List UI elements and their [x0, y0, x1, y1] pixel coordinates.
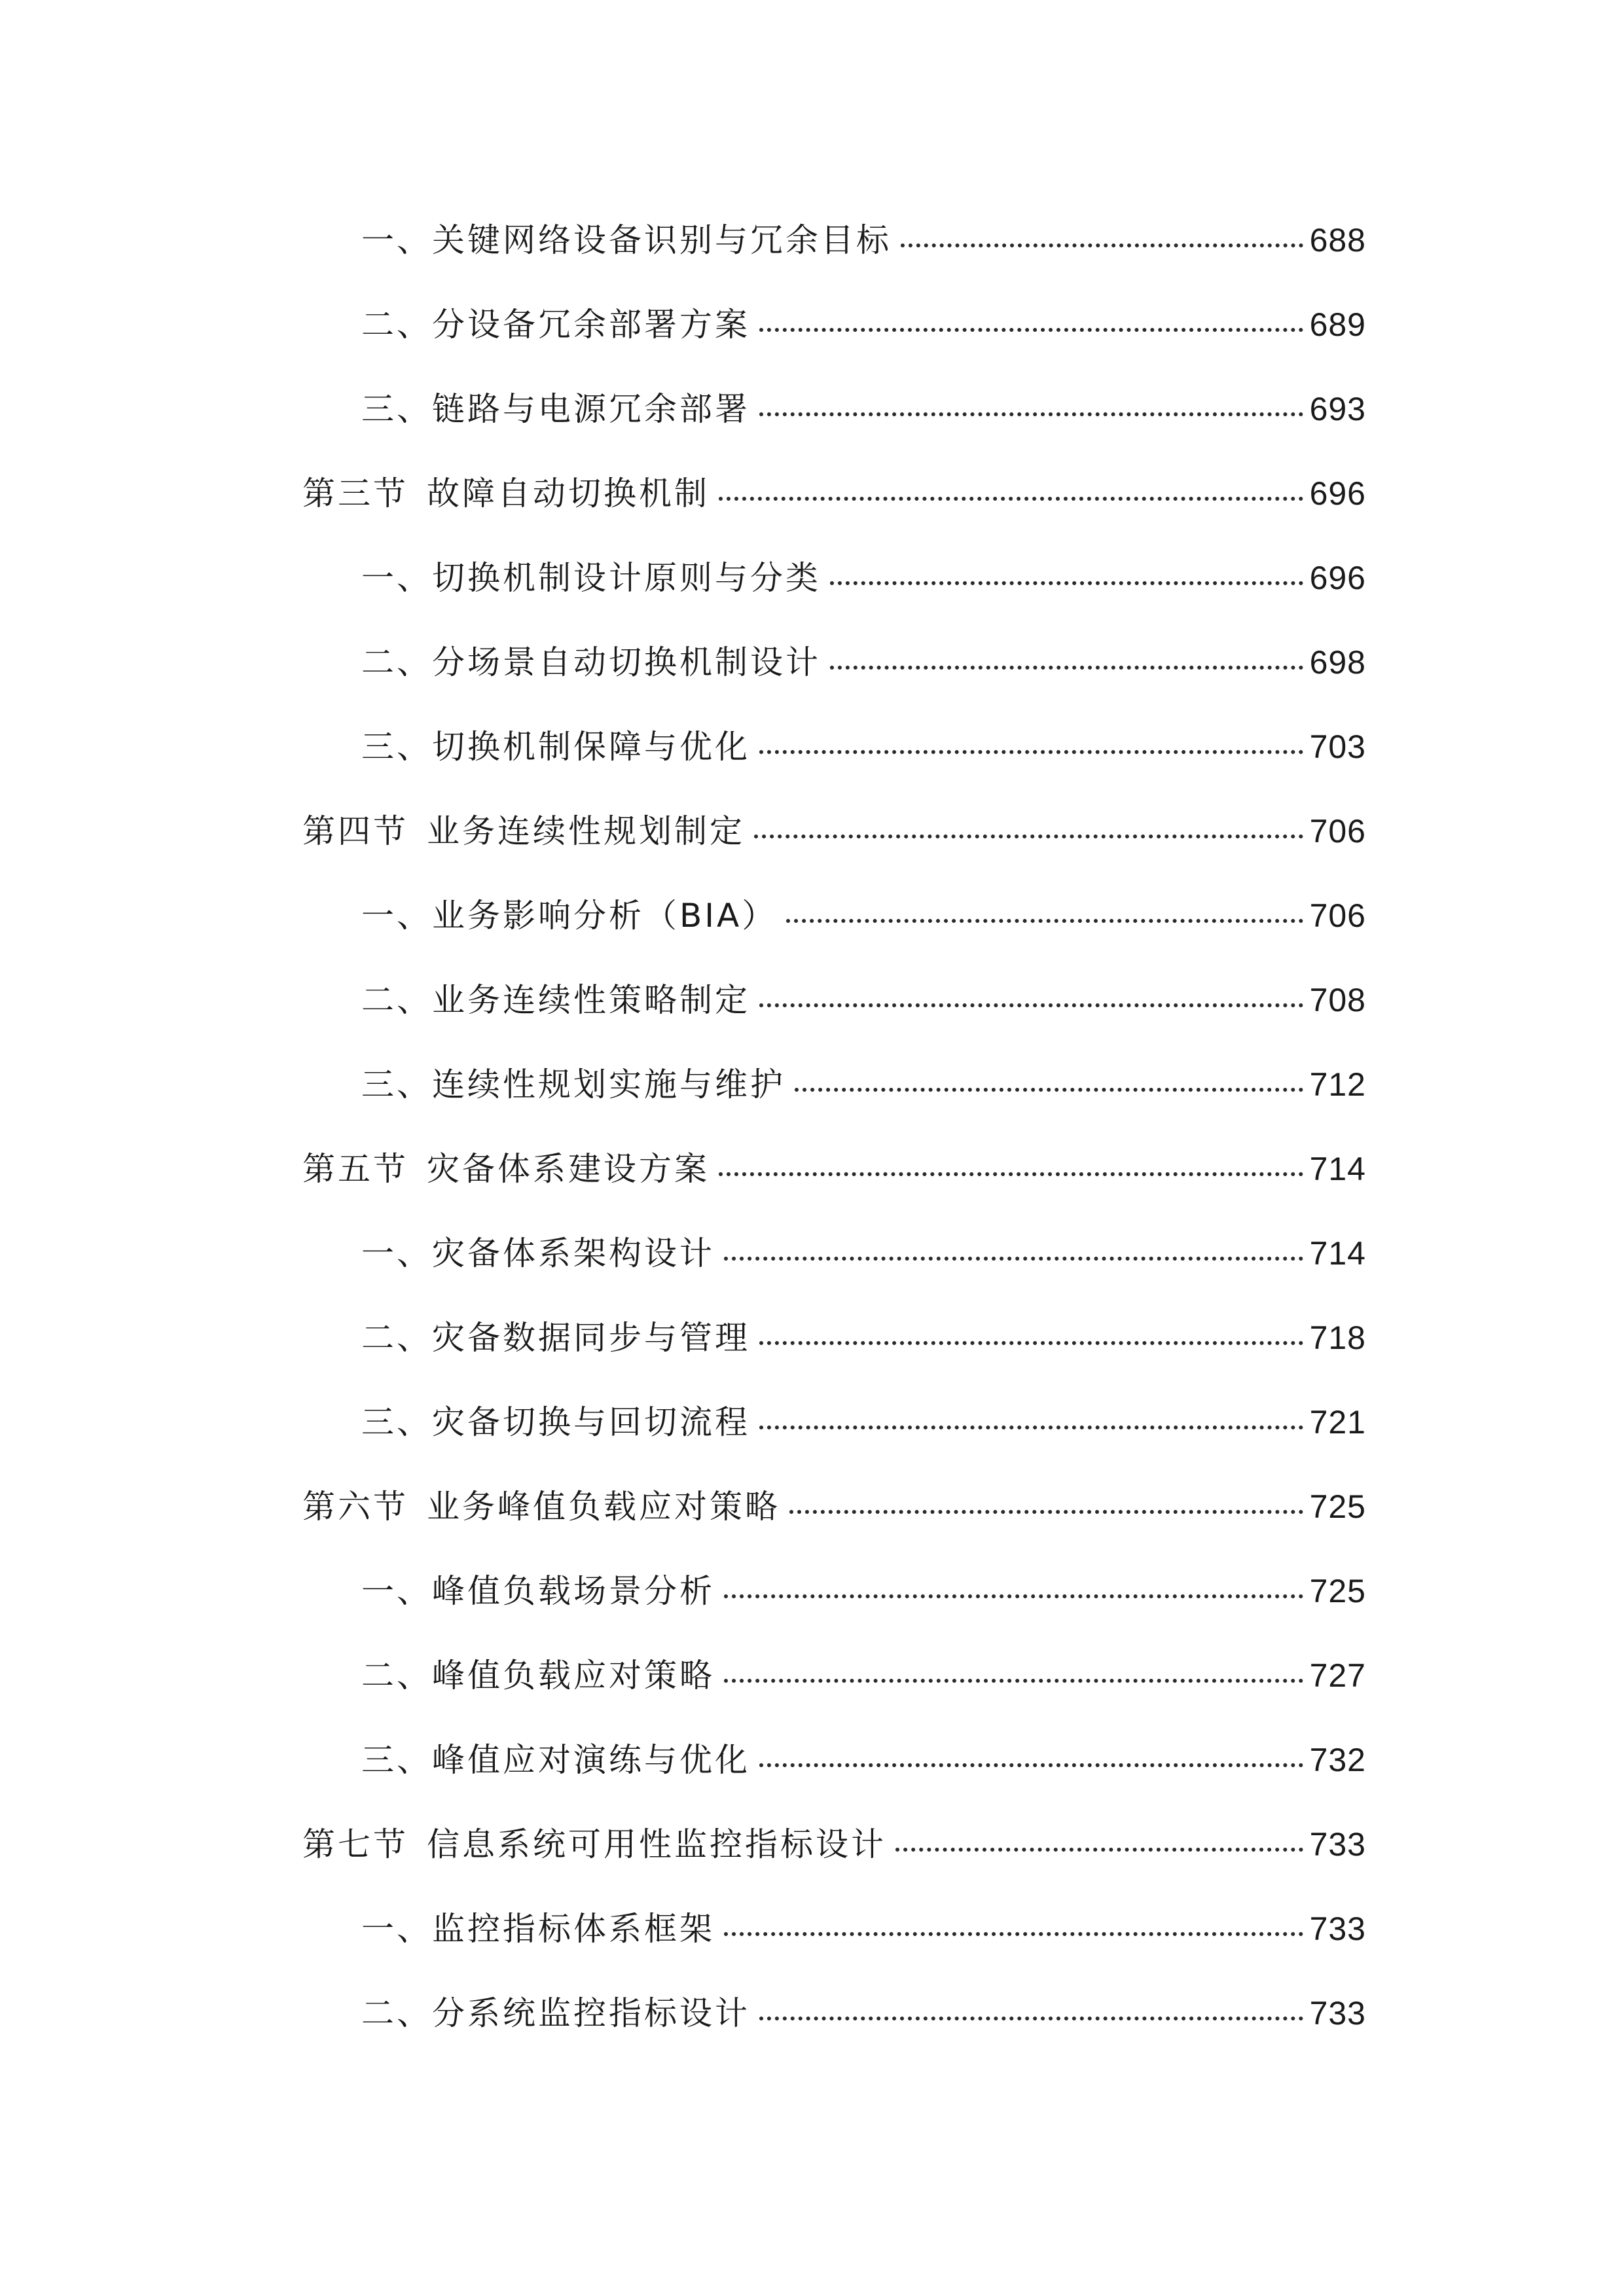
toc-section-title: 业务峰值负载应对策略 [427, 1488, 780, 1526]
toc-entry-title: 灾备体系架构设计 [432, 1234, 715, 1272]
toc-entry-number: 三、 [361, 390, 432, 428]
dot-leader [786, 919, 1303, 923]
toc-entry-label [361, 1393, 750, 1452]
toc-entry-title: 业务连续性策略制定 [432, 981, 750, 1019]
dot-leader [724, 1932, 1303, 1936]
toc-entry[interactable] [302, 1055, 1366, 1139]
toc-entry-page: 721 [1309, 1404, 1366, 1441]
toc-entry-title: 链路与电源冗余部署 [432, 390, 750, 428]
dot-leader [901, 243, 1303, 247]
toc-entry[interactable] [302, 1308, 1366, 1393]
dot-leader [759, 412, 1303, 416]
dot-leader [759, 2017, 1303, 2020]
toc-entry[interactable] [302, 971, 1366, 1055]
toc-section-entry[interactable] [302, 1477, 1366, 1562]
toc-entry-label [302, 1139, 710, 1198]
toc-entry-page: 689 [1309, 306, 1366, 343]
toc-entry-label [361, 211, 892, 270]
toc-entry-label [361, 295, 750, 354]
toc-entry-title: 业务影响分析（BIA） [432, 897, 778, 935]
toc-entry-title: 分设备冗余部署方案 [432, 306, 750, 344]
toc-entry-page: 733 [1309, 1995, 1366, 2032]
dot-leader [719, 1172, 1303, 1176]
toc-entry[interactable] [302, 717, 1366, 802]
toc-entry[interactable] [302, 886, 1366, 971]
toc-entry-title: 峰值应对演练与优化 [432, 1741, 750, 1779]
toc-entry-number: 三、 [361, 728, 432, 766]
toc-section-title: 灾备体系建设方案 [427, 1150, 710, 1188]
toc-entry-label [361, 971, 750, 1030]
toc-entry-label [361, 1899, 715, 1958]
toc-entry-page: 718 [1309, 1319, 1366, 1356]
toc-entry-title: 峰值负载场景分析 [432, 1572, 715, 1610]
toc-entry-number: 一、 [361, 897, 432, 935]
toc-entry-title: 灾备切换与回切流程 [432, 1403, 750, 1441]
toc-entry-page: 706 [1309, 813, 1366, 850]
toc-entry-number: 一、 [361, 1234, 432, 1272]
toc-entry-label [302, 464, 710, 523]
dot-leader [830, 581, 1303, 585]
toc-section-entry[interactable] [302, 464, 1366, 548]
toc-entry-page: 696 [1309, 475, 1366, 512]
toc-entry[interactable] [302, 548, 1366, 633]
toc-entry[interactable] [302, 633, 1366, 717]
toc-entry-page: 706 [1309, 897, 1366, 934]
toc-entry-page: 733 [1309, 1910, 1366, 1947]
toc-entry[interactable] [302, 1646, 1366, 1731]
dot-leader [789, 1510, 1303, 1514]
dot-leader [895, 1848, 1303, 1852]
toc-section-number: 第六节 [302, 1488, 408, 1526]
toc-entry-number: 一、 [361, 1572, 432, 1610]
toc-entry-page: 732 [1309, 1742, 1366, 1778]
dot-leader [724, 1594, 1303, 1598]
toc-entry-number: 一、 [361, 1910, 432, 1948]
toc-entry-title: 切换机制保障与优化 [432, 728, 750, 766]
toc-entry[interactable] [302, 1899, 1366, 1984]
dot-leader [724, 1679, 1303, 1683]
dot-leader [724, 1257, 1303, 1261]
dot-leader [759, 750, 1303, 754]
toc-entry-page: 714 [1309, 1235, 1366, 1272]
toc-entry[interactable] [302, 1984, 1366, 2068]
toc-entry-page: 696 [1309, 560, 1366, 596]
toc-entry-label [302, 802, 745, 861]
toc-entry-label [361, 380, 750, 439]
dot-leader [759, 328, 1303, 332]
toc-entry-number: 二、 [361, 981, 432, 1019]
toc-entry-title: 分系统监控指标设计 [432, 1994, 750, 2032]
toc-entry-number: 一、 [361, 559, 432, 597]
toc-entry-page: 703 [1309, 728, 1366, 765]
toc-entry[interactable] [302, 1731, 1366, 1815]
toc-entry-title: 监控指标体系框架 [432, 1910, 715, 1948]
toc-entry-label [302, 1477, 780, 1536]
toc-section-title: 业务连续性规划制定 [427, 812, 745, 850]
toc-entry-title: 连续性规划实施与维护 [432, 1066, 785, 1103]
toc-entry-number: 二、 [361, 306, 432, 344]
toc-entry-number: 二、 [361, 1994, 432, 2032]
toc-section-title: 信息系统可用性监控指标设计 [427, 1825, 886, 1863]
dot-leader [759, 1426, 1303, 1429]
dot-leader [759, 1341, 1303, 1345]
toc-entry[interactable] [302, 1393, 1366, 1477]
toc-entry-title: 切换机制设计原则与分类 [432, 559, 821, 597]
toc-entry-label [361, 1646, 715, 1705]
toc-section-number: 第三节 [302, 475, 408, 512]
table-of-contents [302, 211, 1366, 2068]
toc-entry-number: 二、 [361, 643, 432, 681]
toc-entry-title: 峰值负载应对策略 [432, 1657, 715, 1695]
toc-entry-page: 693 [1309, 391, 1366, 427]
toc-entry-page: 688 [1309, 222, 1366, 259]
dot-leader [759, 1763, 1303, 1767]
toc-section-title: 故障自动切换机制 [427, 475, 710, 512]
dot-leader [830, 666, 1303, 670]
toc-entry-page: 725 [1309, 1488, 1366, 1525]
toc-entry-number: 二、 [361, 1657, 432, 1695]
toc-entry-label [361, 1224, 715, 1283]
toc-entry-label [302, 1815, 886, 1874]
toc-entry-title: 关键网络设备识别与冗余目标 [432, 221, 892, 259]
toc-section-number: 第七节 [302, 1825, 408, 1863]
toc-entry-label [361, 1055, 785, 1114]
toc-entry-label [361, 886, 777, 945]
toc-entry[interactable] [302, 295, 1366, 380]
toc-entry-label [361, 548, 821, 607]
toc-entry-number: 三、 [361, 1403, 432, 1441]
toc-entry-label [361, 633, 821, 692]
toc-entry-number: 一、 [361, 221, 432, 259]
toc-entry-page: 727 [1309, 1657, 1366, 1694]
toc-entry-page: 725 [1309, 1573, 1366, 1609]
dot-leader [795, 1088, 1303, 1092]
toc-entry-number: 二、 [361, 1319, 432, 1357]
toc-section-number: 第五节 [302, 1150, 408, 1188]
toc-entry-page: 714 [1309, 1151, 1366, 1187]
toc-entry-page: 698 [1309, 644, 1366, 681]
toc-entry[interactable] [302, 1562, 1366, 1646]
toc-entry-page: 712 [1309, 1066, 1366, 1103]
dot-leader [759, 1003, 1303, 1007]
toc-entry-label [361, 1984, 750, 2043]
toc-section-entry[interactable] [302, 1815, 1366, 1899]
toc-entry[interactable] [302, 1224, 1366, 1308]
toc-entry-page: 708 [1309, 982, 1366, 1018]
toc-entry-label [361, 1308, 750, 1367]
toc-section-entry[interactable] [302, 802, 1366, 886]
toc-entry-label [361, 1731, 750, 1789]
toc-entry-title: 分场景自动切换机制设计 [432, 643, 821, 681]
toc-section-entry[interactable] [302, 1139, 1366, 1224]
toc-entry-number: 三、 [361, 1066, 432, 1103]
toc-entry-page: 733 [1309, 1826, 1366, 1863]
toc-entry-number: 三、 [361, 1741, 432, 1779]
dot-leader [754, 834, 1303, 838]
toc-entry-title: 灾备数据同步与管理 [432, 1319, 750, 1357]
toc-entry[interactable] [302, 211, 1366, 295]
toc-entry-label [361, 1562, 715, 1621]
dot-leader [719, 497, 1303, 501]
toc-entry-label [361, 717, 750, 776]
toc-section-number: 第四节 [302, 812, 408, 850]
toc-entry[interactable] [302, 380, 1366, 464]
